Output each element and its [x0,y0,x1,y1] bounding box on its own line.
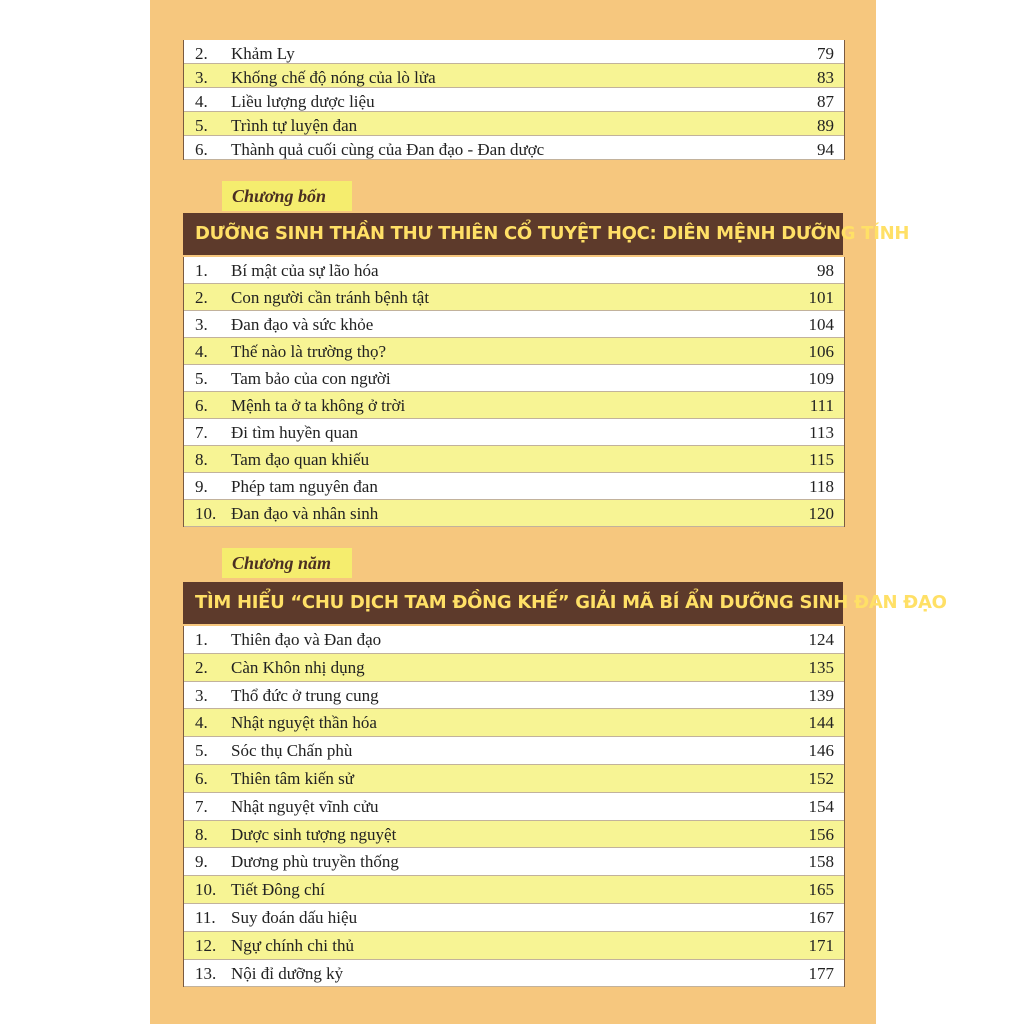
toc-row-number: 11. [195,907,216,927]
toc-row-title: Nội đỉ dưỡng kỷ [231,963,344,983]
toc-row-title: Thiên tâm kiến sử [231,768,354,788]
toc-row [184,136,844,160]
toc-row [184,626,844,654]
toc-row [184,821,844,849]
toc-row-title: Thành quả cuối cùng của Đan đạo - Đan dược [231,140,545,159]
toc-row-page-number: 124 [808,630,834,649]
toc-section-chapter-4 [183,257,845,527]
chapter-4-heading: DƯỠNG SINH THẦN THƯ THIÊN CỔ TUYỆT HỌC: DIÊN MỆNH DƯỠNG TÍNH [183,213,843,255]
toc-row-number: 6. [195,768,208,788]
toc-row-title: Dương phù truyền thống [231,852,399,872]
chapter-5-label: Chương năm [222,548,352,578]
toc-row-title: Tam bảo của con người [231,369,391,388]
toc-row [184,365,844,392]
toc-row [184,848,844,876]
toc-row-title: Nhật nguyệt thần hóa [231,713,377,733]
toc-row-title: Tiết Đông chí [231,880,325,900]
toc-row [184,793,844,821]
toc-row-title: Thổ đức ở trung cung [231,685,379,705]
toc-row [184,765,844,793]
toc-row-title: Thế nào là trường thọ? [231,342,387,361]
toc-row-page-number: 156 [808,824,834,844]
toc-row-page-number: 120 [808,504,834,523]
toc-row-number: 6. [195,396,208,415]
toc-row-title: Thiên đạo và Đan đạo [231,630,382,649]
toc-row-number: 9. [195,477,208,496]
toc-row-title: Đan đạo và sức khỏe [231,315,374,334]
toc-row-number: 5. [195,369,208,388]
toc-row-title: Phép tam nguyên đan [231,477,378,496]
toc-row-number: 1. [195,261,208,280]
toc-row-page-number: 89 [817,116,834,135]
toc-row-page-number: 109 [808,369,834,388]
toc-row-title: Con người cần tránh bệnh tật [231,288,430,307]
toc-row-page-number: 106 [808,342,834,361]
toc-row-title: Sóc thụ Chấn phù [231,741,353,761]
toc-row-title: Suy đoán dấu hiệu [231,907,358,927]
toc-row [184,392,844,419]
toc-row-title: Nhật nguyệt vĩnh cửu [231,796,379,816]
toc-row-number: 8. [195,450,208,469]
toc-row-page-number: 135 [808,657,834,677]
toc-row [184,737,844,765]
toc-row-number: 9. [195,852,208,872]
toc-row [184,932,844,960]
toc-row-page-number: 113 [809,423,834,442]
toc-row-page-number: 94 [817,140,834,159]
toc-row-title: Tam đạo quan khiếu [231,450,370,469]
toc-row [184,112,844,136]
toc-row-page-number: 87 [817,92,834,111]
toc-row-page-number: 139 [808,685,834,705]
toc-row [184,473,844,500]
toc-row-page-number: 115 [809,450,834,469]
toc-row-page-number: 118 [809,477,834,496]
toc-row-title: Trình tự luyện đan [231,116,358,135]
toc-row-number: 10. [195,504,217,523]
toc-row-number: 12. [195,935,217,955]
toc-row-title: Mệnh ta ở ta không ở trời [231,396,406,415]
toc-row-page-number: 177 [808,963,834,983]
toc-row [184,338,844,365]
toc-row-number: 8. [195,824,208,844]
toc-section-previous [183,40,845,160]
toc-row-page-number: 104 [808,315,834,334]
toc-row-title: Bí mật của sự lão hóa [231,261,379,280]
toc-row-page-number: 98 [817,261,834,280]
toc-row-title: Đi tìm huyền quan [231,423,359,442]
toc-row-number: 2. [195,657,208,677]
toc-row-title: Khống chế độ nóng của lò lửa [231,68,436,87]
toc-row-title: Liều lượng dược liệu [231,92,375,111]
toc-row-number: 3. [195,315,208,334]
toc-row-number: 10. [195,880,217,900]
toc-row-page-number: 167 [808,907,834,927]
toc-row-page-number: 79 [817,44,834,63]
toc-row-number: 3. [195,68,208,87]
toc-row [184,709,844,737]
chapter-4-label: Chương bốn [222,181,352,211]
toc-row-page-number: 83 [817,68,834,87]
toc-row-number: 5. [195,741,208,761]
toc-row-page-number: 152 [808,768,834,788]
toc-row-number: 4. [195,92,208,111]
chapter-5-heading: TÌM HIỂU “CHU DỊCH TAM ĐỒNG KHẾ” GIẢI MÃ BÍ ẨN DƯỠNG SINH ĐAN ĐẠO [183,582,843,624]
toc-row-number: 3. [195,685,208,705]
toc-row-page-number: 146 [808,741,834,761]
toc-row-page-number: 171 [808,935,834,955]
toc-row [184,682,844,710]
toc-row-title: Đan đạo và nhân sinh [231,504,379,523]
toc-row [184,257,844,284]
toc-row-page-number: 144 [808,713,834,733]
toc-row-page-number: 101 [808,288,834,307]
toc-row-page-number: 165 [808,880,834,900]
toc-row [184,311,844,338]
toc-row-number: 7. [195,796,208,816]
toc-row-number: 13. [195,963,217,983]
toc-row-number: 1. [195,630,208,649]
toc-row [184,876,844,904]
toc-row [184,446,844,473]
toc-row [184,64,844,88]
toc-row-page-number: 158 [808,852,834,872]
toc-section-chapter-5 [183,626,845,987]
toc-row [184,960,844,988]
toc-row-page-number: 111 [809,396,834,415]
toc-row [184,904,844,932]
toc-row [184,500,844,527]
toc-row-number: 2. [195,44,208,63]
toc-row [184,88,844,112]
toc-row-number: 6. [195,140,208,159]
toc-row-number: 7. [195,423,208,442]
toc-row [184,284,844,311]
toc-row [184,40,844,64]
toc-row [184,654,844,682]
toc-row-title: Dược sinh tượng nguyệt [231,824,397,844]
toc-row-number: 2. [195,288,208,307]
toc-row-title: Ngự chính chi thủ [231,935,355,955]
toc-row [184,419,844,446]
toc-row-title: Khảm Ly [231,44,295,63]
toc-row-title: Càn Khôn nhị dụng [231,657,365,677]
toc-row-number: 4. [195,342,208,361]
toc-row-number: 5. [195,116,208,135]
toc-row-page-number: 154 [808,796,834,816]
toc-row-number: 4. [195,713,208,733]
